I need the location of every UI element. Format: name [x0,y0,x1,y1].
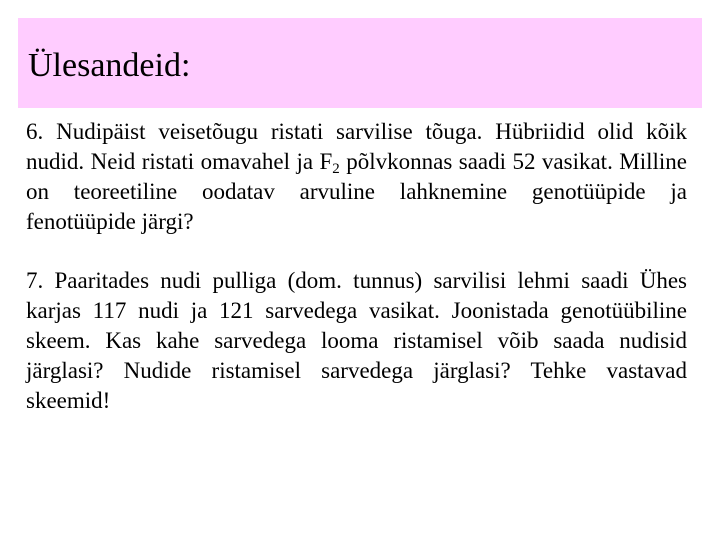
generation-subscript: 2 [332,161,340,177]
task-6-text: 6. Nudipäist veisetõugu ristati sarvilise tõuga. Hübriidid olid kõik nudid. Neid ristati omavahel ja F [26,119,687,174]
title-band [18,18,702,108]
task-7: 7. Paaritades nudi pulliga (dom. tunnus) sarvilisi lehmi saadi Ühes karjas 117 nudi ja 121 sarvedega vasikat. Joonistada genotüübiline skeem. Kas kahe sarvedega looma ristamisel võib saada nudisid järglasi? Nudide ristamisel sarvedega järglasi? Tehke vastavad skeemid! [26,268,687,413]
slide-title: Ülesandeid: [28,47,191,84]
task-6 [26,117,687,237]
task-6-text-cont: põlvkonnas saadi 52 vasikat. Milline on teoreetiline oodatav arvuline lahknemine genotüüpide ja fenotüüpide järgi? [26,149,687,234]
